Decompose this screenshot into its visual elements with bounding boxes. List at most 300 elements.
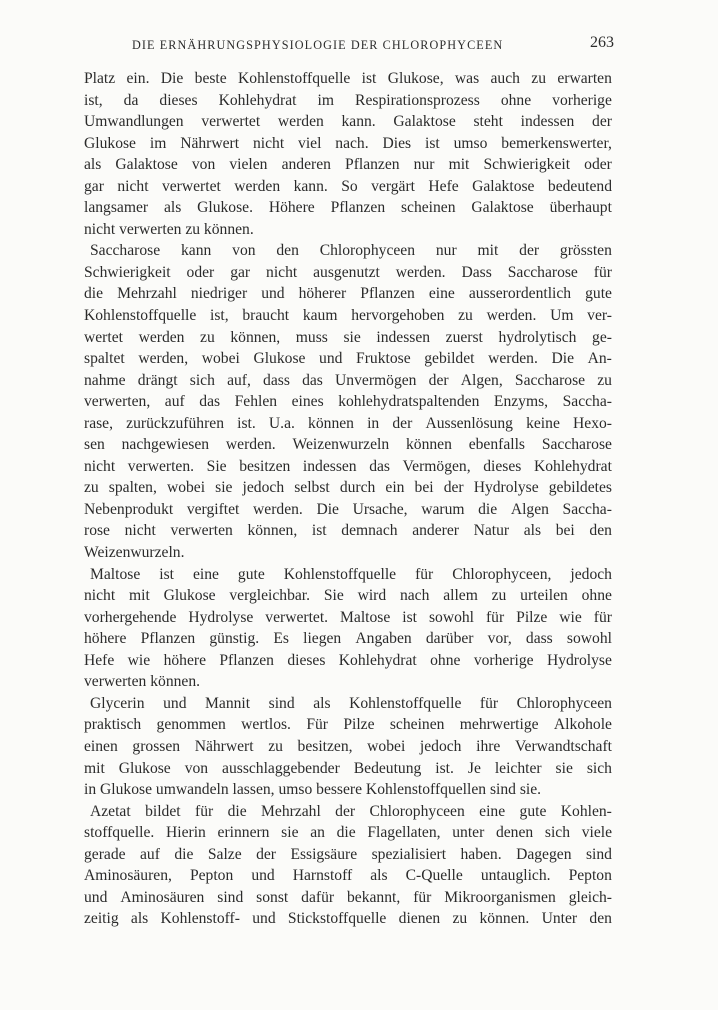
word: Glukose (84, 134, 136, 152)
word: die (84, 285, 104, 303)
text-line (84, 520, 612, 542)
word: ist, (210, 307, 229, 325)
word: sich (189, 371, 215, 389)
word: der (519, 242, 540, 260)
word: Die (316, 500, 339, 518)
word: vergiftet (186, 500, 240, 518)
word: verwerten, (84, 393, 151, 411)
word: Mikroorganismen (444, 888, 556, 906)
word: Die (160, 70, 184, 87)
word: Platz (84, 70, 116, 87)
word: nicht (266, 263, 298, 281)
word: Pflanzen (345, 156, 400, 174)
word: dieses (287, 651, 326, 669)
word: da (123, 91, 139, 109)
word: braucht (242, 307, 290, 325)
word: bekannt, (347, 888, 401, 906)
word: auf (140, 845, 160, 863)
word: als (523, 522, 542, 540)
word: Saccharose (541, 436, 612, 454)
word: haben. (460, 845, 502, 863)
word: ist (424, 134, 440, 152)
text-line (84, 305, 612, 327)
word: unter (452, 824, 485, 842)
word: dass (263, 371, 290, 389)
word: Essigsäure (290, 845, 358, 863)
word: verwertet. (265, 608, 329, 626)
text-line (84, 499, 612, 521)
word: rose (84, 522, 110, 540)
word: Nebenprodukt (84, 500, 174, 518)
word: steht (473, 113, 503, 131)
word: Harnstoff (292, 867, 353, 885)
text-line (84, 693, 612, 715)
word: Glukose (118, 759, 171, 777)
word: demnach (341, 522, 398, 540)
text-line (84, 865, 612, 887)
word: Aussenlösung (425, 414, 513, 432)
word: wertlos. (241, 716, 291, 734)
word: Hefe (84, 651, 115, 669)
word: Kohlenstoffquelle (238, 70, 351, 87)
word: nicht (252, 134, 285, 152)
word: nicht (117, 177, 149, 195)
word: wertet (84, 328, 123, 346)
word: Je (467, 759, 481, 777)
word: oder (584, 156, 612, 174)
word: Pflanzen (360, 285, 415, 303)
word: vorherige (552, 91, 612, 109)
word: Hydrolyse (473, 479, 539, 497)
word: langsamer (84, 199, 149, 217)
word: für (195, 802, 214, 820)
word: kaum (302, 307, 338, 325)
word: Pilze (516, 608, 548, 626)
word: ist (159, 565, 174, 583)
text-line (84, 90, 612, 112)
word: die (478, 500, 498, 518)
word: C-Quelle (405, 867, 463, 885)
word: überhaupt (549, 199, 612, 217)
word: erwarten (557, 70, 612, 87)
word: verwerten. (127, 457, 195, 475)
word: indessen (520, 113, 575, 131)
text-line (84, 283, 612, 305)
word: von (191, 156, 216, 174)
word: besitzen, (297, 737, 353, 755)
text-line (84, 607, 612, 629)
word: ist (361, 70, 377, 87)
word: Respirationsprozess (355, 91, 480, 109)
word: beste (194, 70, 227, 87)
word: Stickstoffquelle (287, 910, 387, 928)
word: Saccharose (90, 242, 161, 260)
word: können, (247, 522, 298, 540)
text-line (84, 197, 612, 219)
word: für (593, 608, 612, 626)
word: bildet (145, 802, 181, 820)
word: den (589, 522, 612, 540)
word: mit (84, 759, 105, 777)
text-line: nicht verwerten zu können. (84, 220, 254, 238)
word: an (310, 824, 325, 842)
word: wie (559, 608, 582, 626)
text-line (84, 391, 612, 413)
text-line (84, 477, 612, 499)
word: spaltet (84, 350, 125, 368)
text-line (84, 585, 612, 607)
word: gute (519, 802, 547, 820)
word: ist. (435, 759, 454, 777)
word: wird (357, 587, 387, 605)
word: nahme (84, 371, 126, 389)
word: Hefe (428, 177, 459, 195)
word: Pepton (568, 867, 612, 885)
word: bei (414, 479, 434, 497)
word: Glukose (253, 350, 306, 368)
word: verwerten (170, 522, 233, 540)
word: mit (448, 156, 470, 174)
word: höhere (84, 630, 127, 648)
word: zu (452, 910, 468, 928)
word: ohne (500, 91, 532, 109)
word: sie (281, 824, 299, 842)
word: spalten, (108, 479, 157, 497)
text-line (84, 844, 612, 866)
word: Kohlehydrat (218, 91, 297, 109)
word: Kohlenstoffquelle (84, 307, 197, 325)
word: Bedeutung (353, 759, 422, 777)
word: indessen (302, 457, 357, 475)
word: können (308, 414, 354, 432)
word: verwertet (161, 177, 221, 195)
word: Dass (461, 263, 492, 281)
text-line (84, 887, 612, 909)
word: Kohlehydrat (533, 457, 612, 475)
word: Dies (382, 134, 412, 152)
word: keine (526, 414, 560, 432)
text-line (84, 176, 612, 198)
text-line (84, 650, 612, 672)
word: erinnern (217, 824, 270, 842)
word: als (313, 694, 331, 712)
word: die (227, 802, 247, 820)
word: ver- (587, 307, 612, 325)
word: nicht (84, 587, 116, 605)
word: Maltose (340, 608, 391, 626)
word: zu (458, 307, 473, 325)
word: Vermögen, (402, 457, 471, 475)
word: werden (138, 328, 185, 346)
word: und (163, 694, 187, 712)
word: zu (200, 328, 215, 346)
word: eine (479, 802, 506, 820)
word: und (319, 350, 343, 368)
word: allem (443, 587, 478, 605)
word: Galaktose (115, 156, 178, 174)
word: ebenfalls (468, 436, 525, 454)
word: Flagellaten, (367, 824, 441, 842)
word: nur (435, 242, 457, 260)
word: im (149, 134, 167, 152)
text-line (84, 564, 612, 586)
word: gute (237, 565, 265, 583)
word: ausschlaggebender (222, 759, 340, 777)
word: ausgenutzt (313, 263, 380, 281)
word: höherer (298, 285, 347, 303)
word: ohne (430, 651, 461, 669)
word: rase, (84, 414, 114, 432)
word: Saccharose (514, 371, 586, 389)
word: einen (84, 737, 118, 755)
word: Ursache, (352, 500, 408, 518)
word: gebildet (424, 350, 475, 368)
word: Chlorophyceen (369, 802, 465, 820)
word: auf (164, 393, 185, 411)
word: kann (180, 242, 212, 260)
word: Hexo- (573, 414, 612, 432)
word: Verwandtschaft (514, 737, 612, 755)
word: wobei (201, 350, 240, 368)
word: liegen (303, 630, 342, 648)
word: den (276, 242, 299, 260)
word: werden. (225, 436, 276, 454)
word: die (174, 845, 194, 863)
word: Die (551, 350, 574, 368)
word: dass (525, 630, 553, 648)
word: auch (490, 70, 520, 87)
word: Kohlenstoffquelle (349, 694, 462, 712)
word: Kohlenstoffquelle (283, 565, 397, 583)
word: von (184, 759, 209, 777)
text-line (84, 714, 612, 736)
word: vergärt (371, 177, 415, 195)
word: Kohlehydrat (338, 651, 417, 669)
running-title: DIE ERNÄHRUNGSPHYSIOLOGIE DER CHLOROPHYCEEN (132, 38, 504, 52)
word: dienen (398, 910, 441, 928)
word: Mannit (205, 694, 251, 712)
word: ohne (581, 587, 612, 605)
word: U.a. (268, 414, 295, 432)
word: viel (298, 134, 322, 152)
text-line (84, 908, 612, 930)
word: Chlorophyceen (516, 694, 612, 712)
word: grössten (559, 242, 612, 260)
word: Saccha- (562, 500, 612, 518)
word: Salze (207, 845, 242, 863)
word: Angaben (355, 630, 412, 648)
text-line (84, 370, 612, 392)
text-line (84, 456, 612, 478)
word: nicht (124, 522, 156, 540)
word: was (454, 70, 480, 87)
word: Chlorophyceen, (452, 565, 552, 583)
word: Kohlen- (560, 802, 612, 820)
word: Natur (473, 522, 510, 540)
word: mit (128, 587, 150, 605)
word: werden. (253, 500, 303, 518)
word: das (302, 371, 323, 389)
word: Maltose (90, 565, 141, 583)
word: der (443, 479, 464, 497)
word: eine (428, 285, 455, 303)
text-line (84, 327, 612, 349)
word: muss (295, 328, 328, 346)
word: sind (268, 694, 295, 712)
word: nicht (84, 457, 116, 475)
word: Pflanzen (219, 651, 274, 669)
word: können (405, 436, 452, 454)
word: zu (531, 70, 546, 87)
word: Mehrzahl (261, 802, 321, 820)
word: vorherige (473, 651, 534, 669)
word: zu (84, 479, 99, 497)
word: zeitig (84, 910, 119, 928)
word: stoffquelle. (84, 824, 155, 842)
word: Kohlenstoff- (160, 910, 240, 928)
word: dieses (159, 91, 198, 109)
word: praktisch (84, 716, 142, 734)
word: eine (192, 565, 219, 583)
word: So (341, 177, 358, 195)
word: Pilze (343, 716, 375, 734)
word: sonst (256, 888, 289, 906)
word: Alkohole (553, 716, 612, 734)
word: Unvermögen (335, 371, 417, 389)
word: grossen (132, 737, 181, 755)
word: gerade (84, 845, 126, 863)
text-line (84, 348, 612, 370)
word: hervorgehoben (351, 307, 445, 325)
word: niedriger (190, 285, 248, 303)
word: sie (555, 759, 573, 777)
word: Galaktose (393, 113, 456, 131)
word: sie (343, 328, 361, 346)
word: Aminosäuren (120, 888, 205, 906)
text-line: in Glukose umwandeln lassen, umso bessere Kohlenstoffquellen sind sie. (84, 781, 542, 799)
word: und (252, 910, 276, 928)
word: sen (84, 436, 105, 454)
word: sind (217, 888, 244, 906)
word: ist. (237, 414, 256, 432)
text-line (84, 68, 612, 90)
word: Mehrzahl (117, 285, 177, 303)
word: ausserordentlich (468, 285, 572, 303)
word: den (589, 910, 612, 928)
word: werden (234, 177, 281, 195)
text-line (84, 413, 612, 435)
word: Unter (541, 910, 578, 928)
word: werden (277, 113, 324, 131)
running-header (84, 34, 614, 56)
word: Weizenwurzeln (292, 436, 390, 454)
word: Dagegen (516, 845, 572, 863)
word: ein. (126, 70, 150, 87)
word: Nährwert (194, 737, 254, 755)
word: gar (230, 263, 251, 281)
word: und (251, 867, 275, 885)
word: ihre (476, 737, 501, 755)
word: das (199, 393, 221, 411)
word: sowohl (566, 630, 612, 648)
word: und (261, 285, 285, 303)
word: Glukose (163, 587, 216, 605)
word: nach (399, 587, 430, 605)
word: Azetat (90, 802, 131, 820)
word: verwertet (201, 113, 261, 131)
word: urteilen (520, 587, 568, 605)
word: Es (273, 630, 289, 648)
word: warum (421, 500, 465, 518)
word: der (392, 414, 413, 432)
word: sich (544, 824, 570, 842)
word: kohlehydratspaltenden (338, 393, 480, 411)
word: genommen (156, 716, 226, 734)
word: viele (581, 824, 612, 842)
word: jedoch (242, 479, 285, 497)
word: oder (186, 263, 215, 281)
word: als (130, 910, 149, 928)
word: sie (215, 479, 233, 497)
word: Glukose, (387, 70, 444, 87)
word: zu (491, 587, 507, 605)
word: mehrwertige (459, 716, 539, 734)
word: kann. (293, 177, 328, 195)
word: ist, (84, 91, 103, 109)
word: Glukose. (197, 199, 253, 217)
word: nur (413, 156, 435, 174)
word: zu (268, 737, 283, 755)
word: Höhere (268, 199, 315, 217)
word: Galaktose (472, 177, 535, 195)
text-line (84, 154, 612, 176)
word: sowohl (428, 608, 475, 626)
word: können, (230, 328, 281, 346)
word: selbst (294, 479, 330, 497)
word: spezialisiert (371, 845, 447, 863)
word: werden. (486, 307, 537, 325)
word: günstig. (209, 630, 260, 648)
word: als (163, 199, 182, 217)
word: vorhergehende (84, 608, 177, 626)
word: untauglich. (480, 867, 551, 885)
word: leichter (494, 759, 542, 777)
word: kann. (341, 113, 376, 131)
word: und (84, 888, 108, 906)
word: indessen (376, 328, 431, 346)
word: der (256, 845, 276, 863)
word: ist (311, 522, 327, 540)
word: Hydrolyse (546, 651, 612, 669)
word: dafür (301, 888, 335, 906)
word: Chlorophyceen (319, 242, 416, 260)
word: anderer (412, 522, 459, 540)
word: Pflanzen (140, 630, 196, 648)
word: ge- (592, 328, 612, 346)
text-line (84, 758, 612, 780)
word: umso (453, 134, 488, 152)
text-line (84, 434, 612, 456)
word: Pflanzen (330, 199, 386, 217)
word: wobei (367, 737, 406, 755)
word: der (592, 113, 612, 131)
word: jedoch (570, 565, 612, 583)
word: Glycerin (90, 694, 145, 712)
word: auf, (227, 371, 251, 389)
word: werden, (138, 350, 189, 368)
word: vor, (487, 630, 512, 648)
word: sich (586, 759, 612, 777)
